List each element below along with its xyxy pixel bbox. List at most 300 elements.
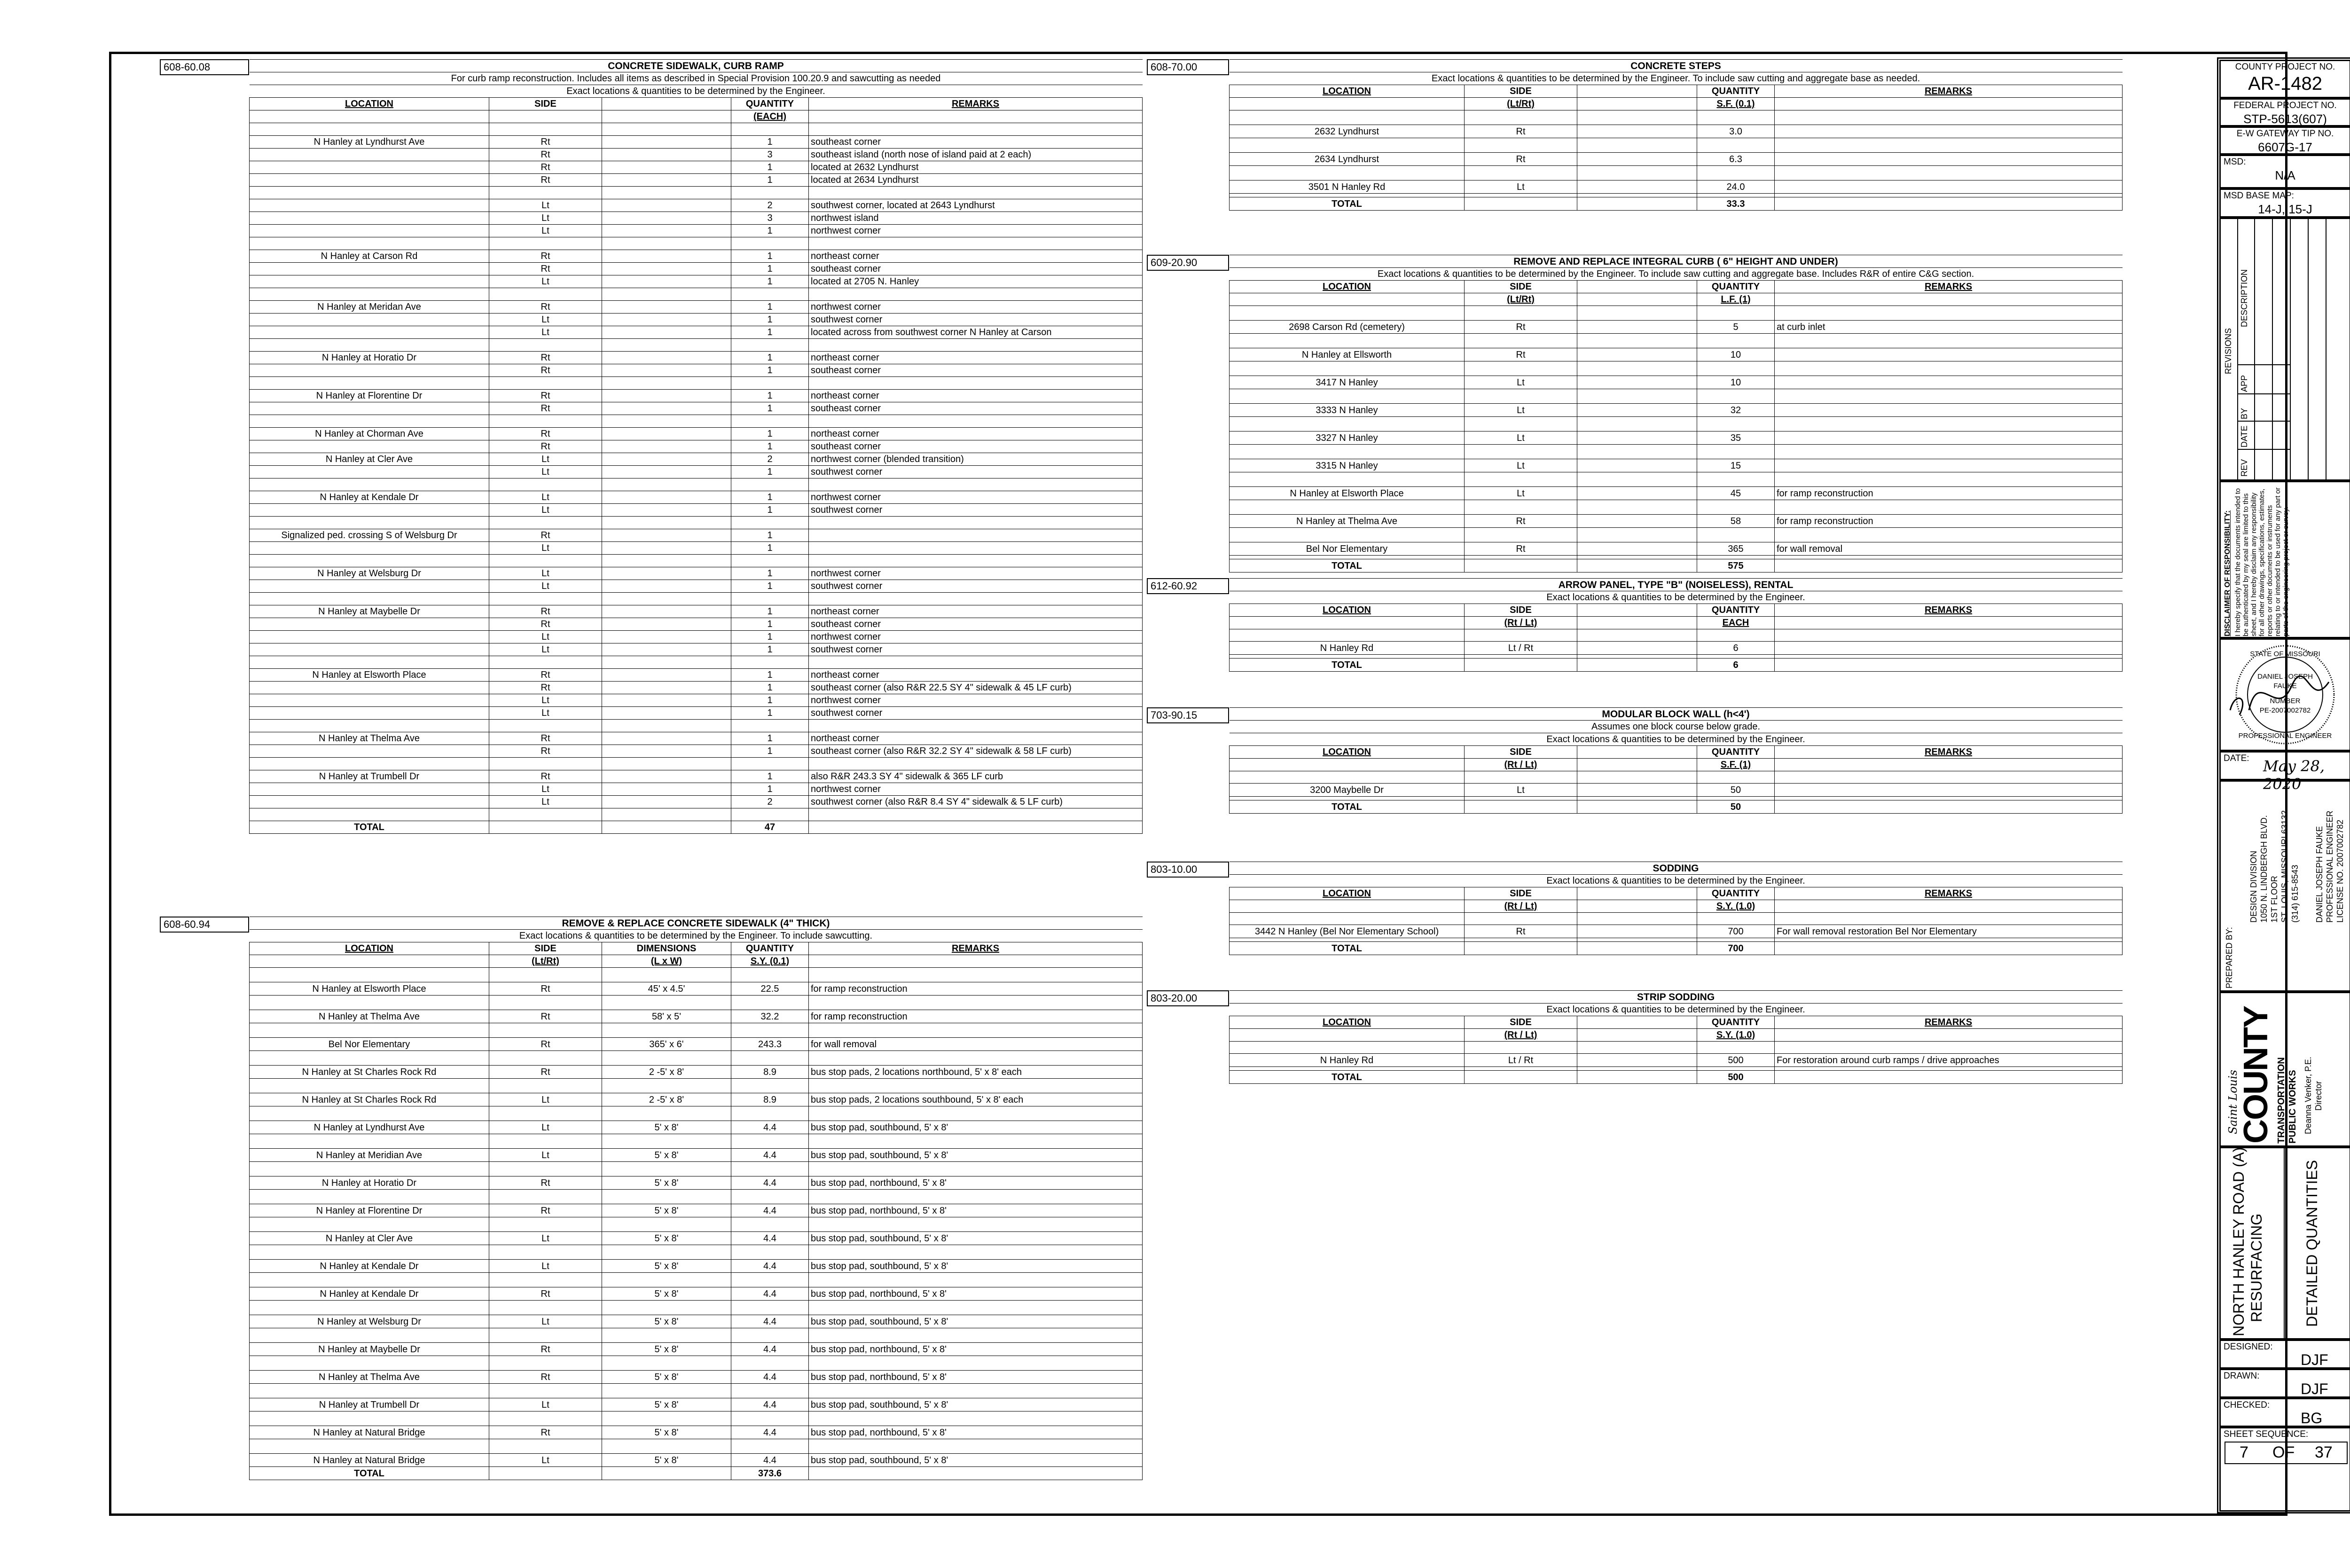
quantity-cell: 1 (731, 263, 809, 275)
table-row (250, 478, 1143, 491)
blank-cell (250, 1411, 489, 1426)
remarks-cell: northwest corner (809, 783, 1143, 796)
blank-cell (250, 1217, 489, 1232)
blank-cell (1577, 1067, 1697, 1071)
blank-cell (731, 996, 809, 1010)
designed-label: DESIGNED: (2224, 1342, 2273, 1352)
dimensions-cell: 5' x 8' (602, 1426, 731, 1439)
blank-cell (1577, 98, 1697, 110)
remarks-cell: southeast corner (809, 440, 1143, 453)
seal-name-2: FAUKE (2273, 682, 2297, 690)
sidewalk-table (249, 917, 1143, 1480)
location-cell (250, 783, 489, 796)
col-header-unit: S.F. (0.1) (1697, 98, 1775, 110)
blank-cell (809, 123, 1143, 136)
blank-cell (489, 1051, 602, 1066)
blank-cell (1465, 306, 1577, 321)
spacer-row (1230, 194, 2123, 197)
remarks-cell: for wall removal (809, 1038, 1143, 1051)
table-row (250, 1232, 1143, 1245)
location-cell (250, 275, 489, 288)
table-row (250, 161, 1143, 174)
blank-cell (809, 996, 1143, 1010)
sheet-title: DETAILED QUANTITIES (2303, 1160, 2320, 1327)
blank-cell (809, 1439, 1143, 1454)
dimensions-cell: 2 -5' x 8' (602, 1066, 731, 1079)
location-cell: N Hanley at Welsburg Dr (250, 567, 489, 580)
side-cell: Rt (489, 618, 602, 631)
prepared-line-4: ST. LOUIS, MISSOURI 63132 (2280, 810, 2289, 923)
blank-cell (1775, 1042, 2123, 1054)
blank-cell (1465, 655, 1577, 659)
blank-cell (1775, 1067, 2123, 1071)
blank-cell (250, 1273, 489, 1287)
side-cell (489, 187, 602, 199)
blank-cell (602, 1384, 731, 1398)
blank-cell (602, 174, 731, 187)
sheet-of: OF (2272, 1443, 2295, 1461)
blank-cell (602, 504, 731, 517)
dimensions-cell: 2 -5' x 8' (602, 1093, 731, 1106)
remarks-cell: for ramp reconstruction (1775, 487, 2123, 500)
blank-cell (1697, 500, 1775, 515)
blank-cell (489, 1079, 602, 1093)
quantity-cell: 2 (731, 199, 809, 212)
blank-cell (602, 453, 731, 466)
location-cell: N Hanley at Kendale Dr (250, 1287, 489, 1301)
blank-cell (1465, 797, 1577, 800)
item-code: 703-90.15 (1147, 707, 1229, 723)
blank-cell (809, 1106, 1143, 1121)
blank-cell (1577, 642, 1697, 655)
quantity-cell: 32.2 (731, 1010, 809, 1023)
remarks-cell (1775, 376, 2123, 389)
remarks-cell: for ramp reconstruction (809, 1010, 1143, 1023)
table-row (250, 1260, 1143, 1273)
location-cell (250, 415, 489, 428)
location-cell: N Hanley at Cler Ave (250, 453, 489, 466)
side-cell: Lt (489, 453, 602, 466)
location-cell (250, 643, 489, 656)
side-cell: Rt (489, 669, 602, 682)
blank-cell (1465, 472, 1577, 487)
col-header-side-unit: (Rt / Lt) (1465, 900, 1577, 913)
remarks-cell: northeast corner (809, 352, 1143, 364)
blank-cell (1230, 528, 1465, 542)
director-name: Deanna Venker, P.E. (2303, 1057, 2313, 1134)
blank-cell (602, 326, 731, 339)
blank-cell (1577, 938, 1697, 942)
remarks-cell: northeast corner (809, 605, 1143, 618)
blank-cell (489, 1411, 602, 1426)
blank-cell (1577, 1071, 1697, 1084)
location-cell: Signalized ped. crossing S of Welsburg Dr (250, 529, 489, 542)
blank-cell (1230, 556, 1465, 559)
remarks-cell: bus stop pad, southbound, 5' x 8' (809, 1260, 1143, 1273)
blank-cell (602, 796, 731, 808)
total-value: 33.3 (1697, 197, 1775, 211)
col-header-location: LOCATION (250, 98, 489, 110)
side-cell: Rt (489, 390, 602, 402)
engineer-title: PROFESSIONAL ENGINEER (2325, 810, 2334, 923)
blank-cell (1230, 500, 1465, 515)
blank-cell (1577, 500, 1697, 515)
spacer-row (1230, 472, 2123, 487)
rev-col-app: APP (2240, 375, 2249, 392)
side-cell: Rt (489, 1204, 602, 1217)
blank-cell (602, 580, 731, 593)
quantity-cell: 3 (731, 149, 809, 161)
section-note: Exact locations & quantities to be determined by the Engineer. To include saw cutting and aggregate base. Includes R&R of entire C&G section. (1230, 268, 2123, 281)
table-row (1230, 925, 2123, 938)
table-row (250, 390, 1143, 402)
quantity-cell: 1 (731, 504, 809, 517)
col-header-remarks: REMARKS (1775, 281, 2123, 293)
blank-cell (809, 1301, 1143, 1315)
blank-cell (809, 1079, 1143, 1093)
msd-box (2219, 155, 2350, 188)
side-cell: Rt (489, 605, 602, 618)
quantity-cell (731, 758, 809, 770)
side-cell: Rt (489, 1287, 602, 1301)
spacer-row (250, 1190, 1143, 1204)
blank-cell (1577, 445, 1697, 459)
quantity-cell (731, 808, 809, 821)
spacer-row (250, 1079, 1143, 1093)
blank-cell (731, 1384, 809, 1398)
blank-cell (1775, 306, 2123, 321)
quantity-cell: 1 (731, 567, 809, 580)
designed-box (2219, 1340, 2350, 1369)
table-row (1230, 515, 2123, 528)
remarks-cell (1775, 404, 2123, 417)
col-header-unit: S.F. (1) (1697, 759, 1775, 771)
quantity-cell: 1 (731, 161, 809, 174)
table-row (250, 694, 1143, 707)
table-row (250, 466, 1143, 478)
blank-cell (1465, 1067, 1577, 1071)
col-header-side: SIDE (1465, 746, 1577, 759)
blank-cell (1230, 1042, 1465, 1054)
remarks-cell (1775, 348, 2123, 361)
blank-cell (1577, 515, 1697, 528)
location-cell (250, 326, 489, 339)
blank-cell (602, 821, 731, 834)
quantity-cell: 4.4 (731, 1454, 809, 1467)
quantity-cell: 50 (1697, 784, 1775, 797)
blank-cell (1230, 293, 1465, 306)
col-header-location: LOCATION (1230, 746, 1465, 759)
table-row (250, 656, 1143, 669)
table-row (1230, 376, 2123, 389)
table-row (1230, 459, 2123, 472)
location-cell: 3417 N Hanley (1230, 376, 1465, 389)
location-cell (250, 263, 489, 275)
remarks-cell: at curb inlet (1775, 321, 2123, 334)
side-cell: Lt (489, 212, 602, 225)
side-cell: Lt (489, 1398, 602, 1411)
blank-cell (489, 1328, 602, 1343)
blank-cell (1577, 138, 1697, 153)
quantity-cell: 5 (1697, 321, 1775, 334)
location-cell (250, 212, 489, 225)
quantity-cell: 4.4 (731, 1176, 809, 1190)
spacer-row (250, 1245, 1143, 1260)
blank-cell (1577, 417, 1697, 431)
blank-cell (602, 1467, 731, 1480)
remarks-cell: southwest corner, located at 2643 Lyndhurst (809, 199, 1143, 212)
blank-cell (602, 225, 731, 237)
blank-cell (602, 1328, 731, 1343)
remarks-cell (809, 288, 1143, 301)
side-cell: Lt (1465, 431, 1577, 445)
checked-label: CHECKED: (2224, 1400, 2270, 1410)
prepared-by-box (2219, 780, 2350, 992)
side-cell (489, 237, 602, 250)
blank-cell (1577, 404, 1697, 417)
blank-cell (1577, 942, 1697, 955)
table-row (250, 225, 1143, 237)
blank-cell (250, 968, 489, 982)
blank-cell (1577, 559, 1697, 572)
location-cell (250, 720, 489, 732)
quantity-cell: 1 (731, 669, 809, 682)
blank-cell (809, 1467, 1143, 1480)
side-cell: Lt (489, 796, 602, 808)
blank-cell (489, 1106, 602, 1121)
location-cell (250, 364, 489, 377)
section-title: SODDING (1230, 862, 2123, 875)
blank-cell (489, 1439, 602, 1454)
section-title: REMOVE & REPLACE CONCRETE SIDEWALK (4" THICK) (250, 917, 1143, 930)
location-cell: N Hanley at Elsworth Place (250, 669, 489, 682)
location-cell: N Hanley at St Charles Rock Rd (250, 1093, 489, 1106)
col-header-location: LOCATION (1230, 604, 1465, 617)
quantity-cell: 500 (1697, 1054, 1775, 1067)
blank-cell (809, 821, 1143, 834)
side-cell (489, 339, 602, 352)
side-cell: Rt (1465, 542, 1577, 556)
table-row (250, 1038, 1143, 1051)
blank-cell (602, 1245, 731, 1260)
total-value: 575 (1697, 559, 1775, 572)
blank-cell (1775, 913, 2123, 925)
blank-cell (602, 770, 731, 783)
county-logo-box (2219, 992, 2350, 1147)
location-cell: N Hanley Rd (1230, 1054, 1465, 1067)
tip-label: E-W GATEWAY TIP NO. (2236, 129, 2334, 139)
msd-label: MSD: (2224, 157, 2246, 167)
remarks-cell: located across from southwest corner N Hanley at Carson (809, 326, 1143, 339)
blank-cell (602, 1273, 731, 1287)
seal-box (2219, 638, 2350, 751)
quantity-cell: 8.9 (731, 1093, 809, 1106)
side-cell: Rt (489, 1010, 602, 1023)
blank-cell (1697, 194, 1775, 197)
blank-cell (1230, 771, 1465, 784)
location-cell: N Hanley at Meridian Ave (250, 1149, 489, 1162)
col-header-side: SIDE (489, 942, 602, 955)
blank-cell (250, 1245, 489, 1260)
location-cell: N Hanley at Maybelle Dr (250, 1343, 489, 1356)
blank-cell (602, 643, 731, 656)
table-row (250, 237, 1143, 250)
remarks-cell (1775, 125, 2123, 138)
date-box (2219, 751, 2350, 793)
side-cell: Lt (489, 643, 602, 656)
blank-cell (1775, 559, 2123, 572)
table-row (250, 212, 1143, 225)
blank-cell (602, 187, 731, 199)
quantity-cell: 1 (731, 770, 809, 783)
remarks-cell: bus stop pad, northbound, 5' x 8' (809, 1287, 1143, 1301)
remarks-cell: bus stop pad, northbound, 5' x 8' (809, 1204, 1143, 1217)
blank-cell (731, 1273, 809, 1287)
location-cell: N Hanley at Thelma Ave (1230, 515, 1465, 528)
location-cell: N Hanley at Horatio Dr (250, 352, 489, 364)
blank-cell (602, 542, 731, 555)
blank-cell (1577, 746, 1697, 759)
blank-cell (1230, 617, 1465, 629)
strip-table (1229, 990, 2123, 1084)
col-header-location: LOCATION (1230, 887, 1465, 900)
blank-cell (1775, 900, 2123, 913)
location-cell (250, 758, 489, 770)
blank-cell (602, 758, 731, 770)
side-cell: Lt (489, 580, 602, 593)
blank-cell (809, 955, 1143, 968)
item-code: 609-20.90 (1147, 255, 1229, 271)
blank-cell (731, 1190, 809, 1204)
table-row (250, 1426, 1143, 1439)
dimensions-cell: 58' x 5' (602, 1010, 731, 1023)
side-cell: Lt (489, 491, 602, 504)
blank-cell (809, 1134, 1143, 1149)
quantity-cell: 3 (731, 212, 809, 225)
spacer-row (250, 1384, 1143, 1398)
total-value: 500 (1697, 1071, 1775, 1084)
blank-cell (1775, 389, 2123, 404)
location-cell: N Hanley at Kendale Dr (250, 491, 489, 504)
side-cell: Lt (489, 567, 602, 580)
curb-table (1229, 255, 2123, 572)
engineer-name: DANIEL JOSEPH FAUKE (2315, 826, 2324, 923)
blank-cell (1465, 500, 1577, 515)
seal-name-1: DANIEL JOSEPH (2257, 673, 2313, 681)
spacer-row (1230, 556, 2123, 559)
side-cell: Lt (489, 1093, 602, 1106)
msd-map-label: MSD BASE MAP: (2224, 191, 2294, 201)
quantity-cell: 1 (731, 225, 809, 237)
blank-cell (1577, 125, 1697, 138)
total-value: 6 (1697, 659, 1775, 672)
side-cell: Rt (1465, 515, 1577, 528)
blank-cell (602, 517, 731, 529)
blank-cell (1465, 166, 1577, 180)
blank-cell (1577, 797, 1697, 800)
blank-cell (1465, 1071, 1577, 1084)
blank-cell (1465, 1042, 1577, 1054)
tip-value: 6607G-17 (2258, 140, 2312, 154)
table-row (1230, 1054, 2123, 1067)
total-label: TOTAL (250, 1467, 489, 1480)
total-row (250, 1467, 1143, 1480)
blank-cell (489, 1384, 602, 1398)
blank-cell (602, 656, 731, 669)
blank-cell (602, 1106, 731, 1121)
blank-cell (1577, 194, 1697, 197)
remarks-cell: bus stop pad, northbound, 5' x 8' (809, 1343, 1143, 1356)
blank-cell (602, 339, 731, 352)
blank-cell (731, 1217, 809, 1232)
blank-cell (731, 1051, 809, 1066)
blank-cell (489, 1467, 602, 1480)
blank-cell (1697, 389, 1775, 404)
location-cell: 3501 N Hanley Rd (1230, 180, 1465, 194)
table-row (250, 415, 1143, 428)
blank-cell (1230, 389, 1465, 404)
blank-cell (250, 1328, 489, 1343)
quantity-cell: 1 (731, 618, 809, 631)
table-row (250, 1121, 1143, 1134)
dimensions-cell: 45' x 4.5' (602, 982, 731, 996)
blank-cell (1775, 617, 2123, 629)
blank-cell (1775, 655, 2123, 659)
blank-cell (250, 1051, 489, 1066)
total-label: TOTAL (1230, 659, 1465, 672)
quantity-cell: 1 (731, 314, 809, 326)
quantity-cell: 58 (1697, 515, 1775, 528)
quantity-cell: 1 (731, 542, 809, 555)
blank-cell (489, 1356, 602, 1371)
side-cell (489, 808, 602, 821)
table-row (1230, 431, 2123, 445)
table-row (250, 136, 1143, 149)
federal-project-value: STP-5613(607) (2243, 112, 2327, 126)
remarks-cell (809, 377, 1143, 390)
table-row (250, 339, 1143, 352)
blank-cell (250, 996, 489, 1010)
blank-cell (489, 1217, 602, 1232)
table-row (250, 682, 1143, 694)
location-cell: N Hanley at St Charles Rock Rd (250, 1066, 489, 1079)
blank-cell (1775, 361, 2123, 376)
blank-cell (809, 1328, 1143, 1343)
blank-cell (489, 1301, 602, 1315)
side-cell: Rt (489, 1176, 602, 1190)
blank-cell (1775, 556, 2123, 559)
blank-cell (602, 732, 731, 745)
quantity-cell (731, 656, 809, 669)
remarks-cell: southwest corner (809, 707, 1143, 720)
blank-cell (1775, 472, 2123, 487)
remarks-cell (809, 237, 1143, 250)
location-cell: N Hanley at Ellsworth (1230, 348, 1465, 361)
location-cell (250, 618, 489, 631)
quantity-cell: 4.4 (731, 1371, 809, 1384)
item-code: 803-10.00 (1147, 862, 1229, 878)
section-note: Exact locations & quantities to be determined by the Engineer. To include sawcutting. (250, 930, 1143, 942)
section-title: CONCRETE STEPS (1230, 60, 2123, 72)
remarks-cell (809, 529, 1143, 542)
table-row (1230, 784, 2123, 797)
blank-cell (1775, 797, 2123, 800)
location-cell (250, 796, 489, 808)
blank-cell (602, 1217, 731, 1232)
quantity-cell: 1 (731, 136, 809, 149)
spacer-row (250, 1134, 1143, 1149)
location-cell (250, 199, 489, 212)
